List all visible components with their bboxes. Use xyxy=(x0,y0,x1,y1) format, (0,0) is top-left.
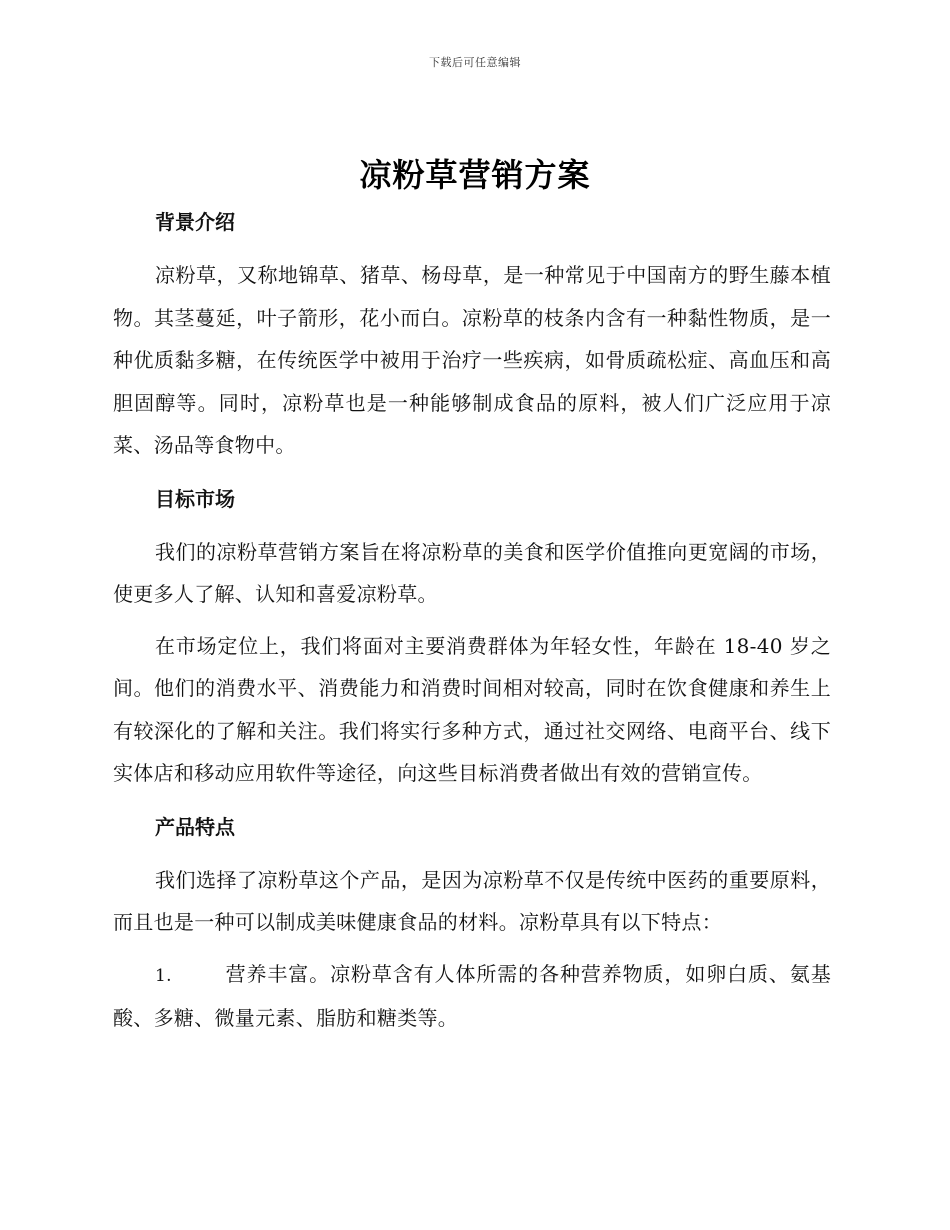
paragraph: 凉粉草，又称地锦草、猪草、杨母草，是一种常见于中国南方的野生藤本植物。其茎蔓延，叶子箭形，花小而白。凉粉草的枝条内含有一种黏性物质，是一种优质黏多糖，在传统医学中被用于治疗一些疾病，如骨质疏松症、高血压和高胆固醇等。同时，凉粉草也是一种能够制成食品的原料，被人们广泛应用于凉菜、汤品等食物中。 xyxy=(113,263,831,457)
page-header-note: 下载后可任意编辑 xyxy=(429,56,521,69)
section-heading-product-features: 产品特点 xyxy=(155,814,235,839)
paragraph: 我们选择了凉粉草这个产品，是因为凉粉草不仅是传统中医药的重要原料，而且也是一种可以制成美味健康食品的材料。凉粉草具有以下特点： xyxy=(113,867,831,934)
paragraph: 我们的凉粉草营销方案旨在将凉粉草的美食和医学价值推向更宽阔的市场，使更多人了解、认知和喜爱凉粉草。 xyxy=(113,539,831,606)
list-item-text: 营养丰富。凉粉草含有人体所需的各种营养物质，如卵白质、氨基酸、多糖、微量元素、脂肪和糖类等。 xyxy=(113,961,831,1030)
list-item xyxy=(113,953,831,1040)
section-heading-target-market: 目标市场 xyxy=(155,486,235,511)
section-background xyxy=(113,202,831,467)
section-product-features xyxy=(113,807,831,1040)
section-heading-background: 背景介绍 xyxy=(155,210,235,234)
section-target-market xyxy=(113,479,831,795)
paragraph: 在市场定位上，我们将面对主要消费群体为年轻女性，年龄在 18-40 岁之间。他们的消费水平、消费能力和消费时间相对较高，同时在饮食健康和养生上有较深化的了解和关注。我们将实行多种方式，通过社交网络、电商平台、线下实体店和移动应用软件等途径，向这些目标消费者做出有效的营销宣传。 xyxy=(113,633,831,785)
document-title: 凉粉草营销方案 xyxy=(359,156,591,194)
document-body xyxy=(113,202,831,1040)
list-item-number: 1. xyxy=(155,965,172,986)
